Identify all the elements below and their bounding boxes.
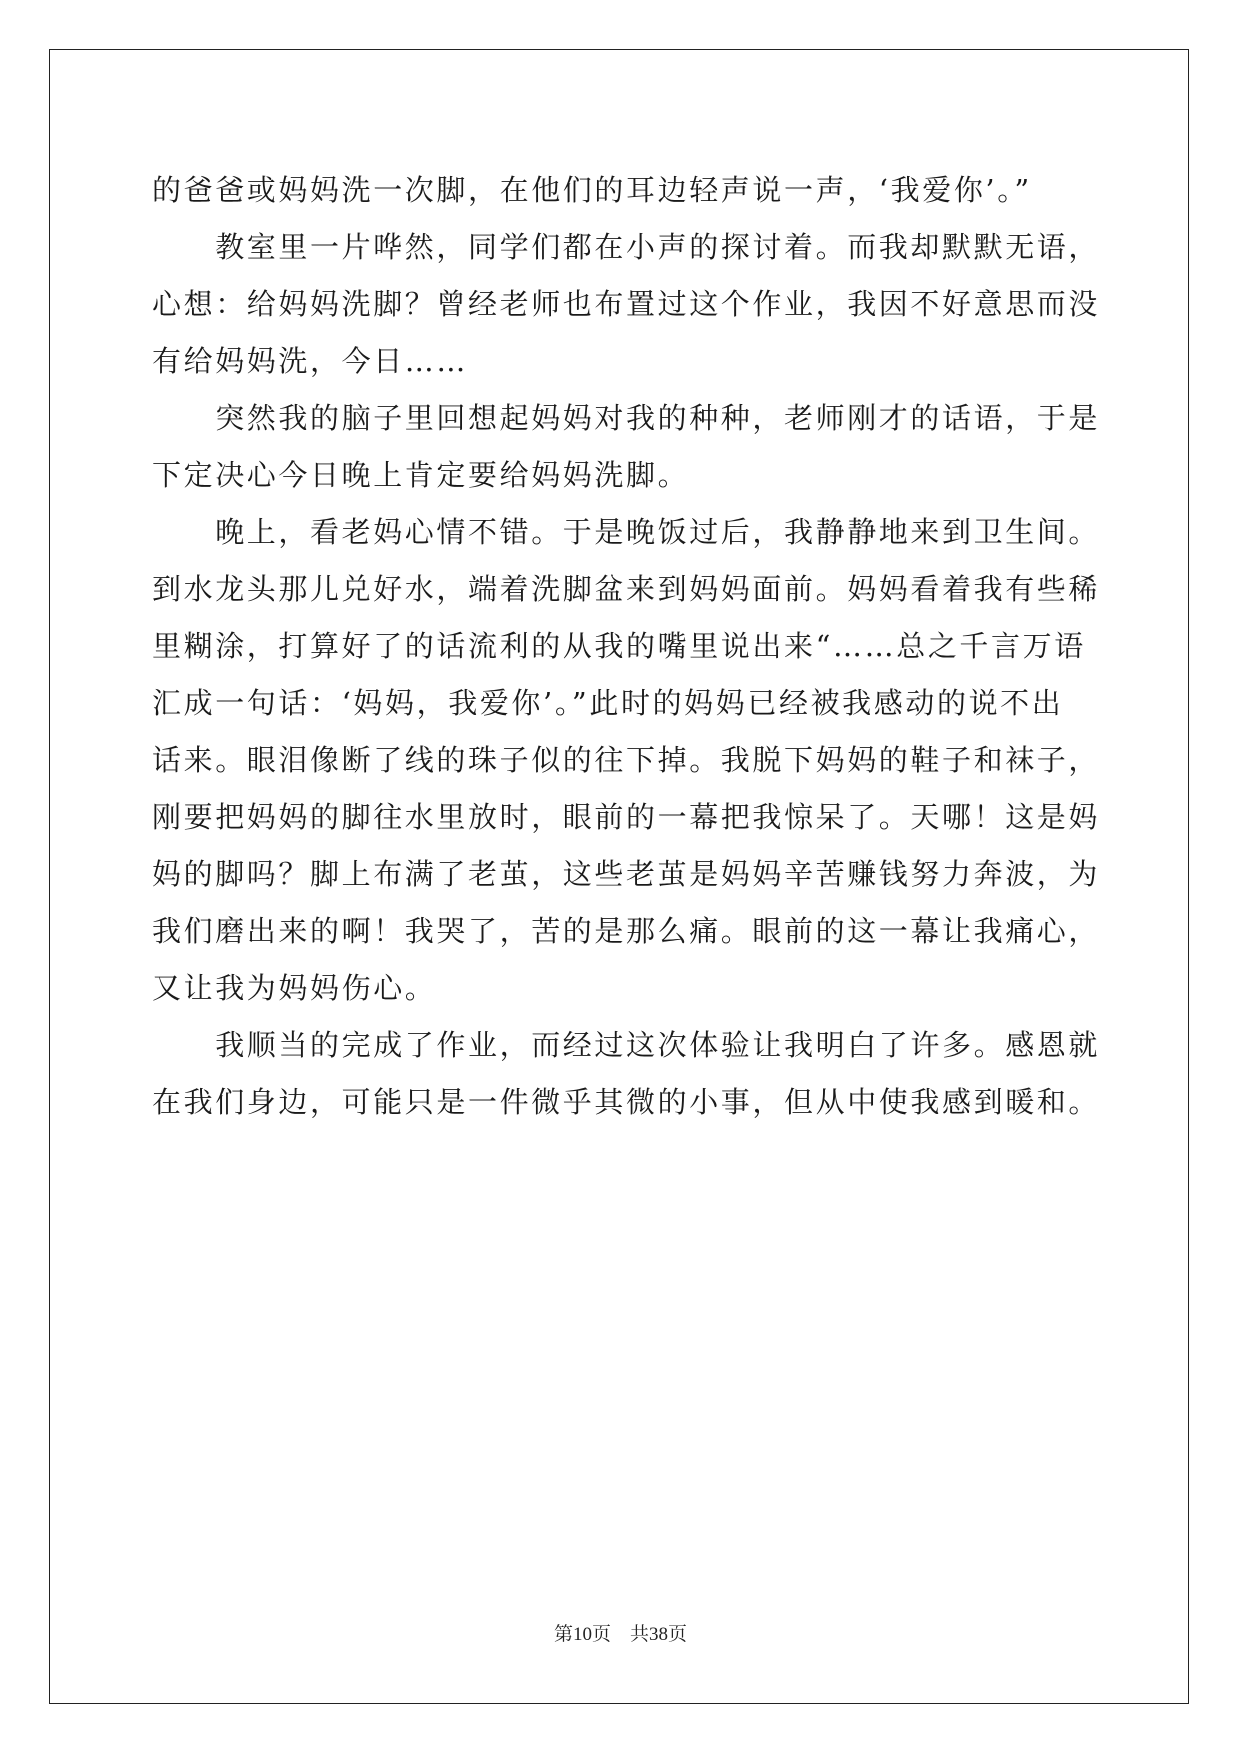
text-line: 突然我的脑子里回想起妈妈对我的种种，老师刚才的话语，于是 [152,401,1101,435]
text-line: 教室里一片哗然，同学们都在小声的探讨着。而我却默默无语， [152,230,1101,264]
text-line: 晚上，看老妈心情不错。于是晚饭过后，我静静地来到卫生间。 [152,515,1101,549]
text-line: 里糊涂，打算好了的话流利的从我的嘴里说出来“……总之千言万语 [152,629,1086,663]
text-line: 我顺当的完成了作业，而经过这次体验让我明白了许多。感恩就 [152,1028,1101,1062]
page-number-footer [0,1619,1241,1646]
text-line: 的爸爸或妈妈洗一次脚，在他们的耳边轻声说一声，‘我爱你’。” [152,173,1032,207]
text-line: 汇成一句话：‘妈妈，我爱你’。”此时的妈妈已经被我感动的说不出 [152,686,1064,720]
page-number-label: 第10页 共38页 [553,1624,687,1645]
text-line: 又让我为妈妈伤心。 [152,971,437,1005]
text-line: 下定决心今日晚上肯定要给妈妈洗脚。 [152,458,690,492]
text-line: 话来。眼泪像断了线的珠子似的往下掉。我脱下妈妈的鞋子和袜子， [152,743,1101,777]
text-line: 在我们身边，可能只是一件微乎其微的小事，但从中使我感到暖和。 [152,1085,1101,1119]
text-line: 到水龙头那儿兑好水，端着洗脚盆来到妈妈面前。妈妈看着我有些稀 [152,572,1101,606]
text-line: 妈的脚吗？脚上布满了老茧，这些老茧是妈妈辛苦赚钱努力奔波，为 [152,857,1101,891]
text-line: 我们磨出来的啊！我哭了，苦的是那么痛。眼前的这一幕让我痛心， [152,914,1101,948]
text-line: 有给妈妈洗，今日…… [152,344,469,378]
text-line: 刚要把妈妈的脚往水里放时，眼前的一幕把我惊呆了。天哪！这是妈 [152,800,1101,834]
text-line: 心想：给妈妈洗脚？曾经老师也布置过这个作业，我因不好意思而没 [152,287,1101,321]
document-body [152,162,1101,1131]
